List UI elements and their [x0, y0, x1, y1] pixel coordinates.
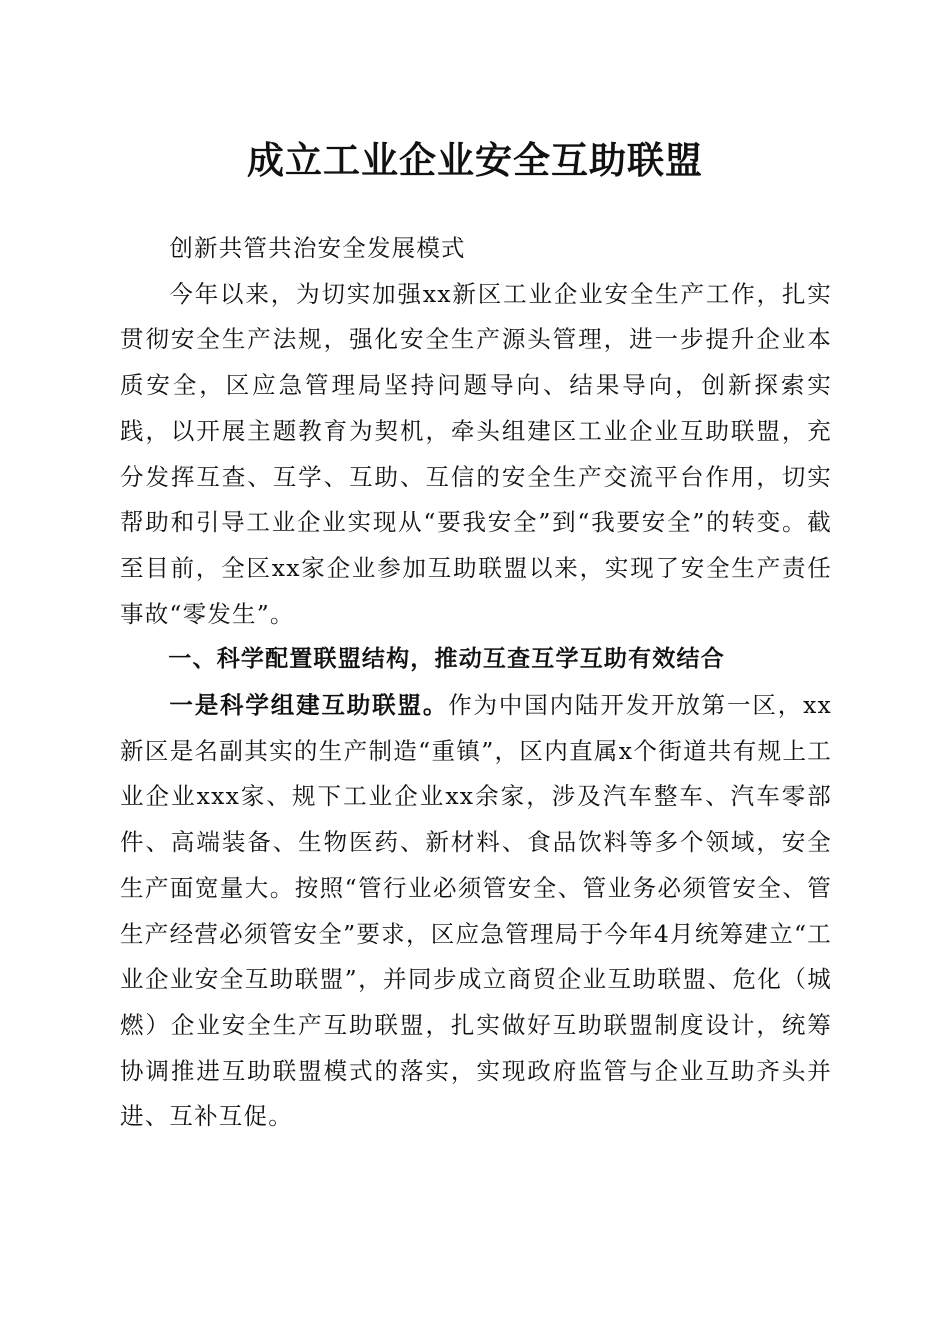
document-body	[120, 226, 832, 1140]
section1-paragraph-1	[120, 683, 832, 1140]
paragraph-lead: 一是科学组建互助联盟。	[169, 691, 449, 720]
document-title: 成立工业企业安全互助联盟	[247, 138, 703, 182]
section-heading-1: 一、科学配置联盟结构，推动互查互学互助有效结合	[168, 646, 725, 673]
paragraph-body: 作为中国内陆开发开放第一区，xx新区是名副其实的生产制造“重镇”，区内直属x个街道共有规上工业企业xxx家、规下工业企业xx余家，涉及汽车整车、汽车零部件、高端装备、生物医药、新材料、食品饮料等多个领域，安全生产面宽量大。按照“管行业必须管安全、管业务必须管安全、管生产经营必须管安全”要求，区应急管理局于今年4月统筹建立“工业企业安全互助联盟”，并同步成立商贸企业互助联盟、危化（城燃）企业安全生产互助联盟，扎实做好互助联盟制度设计，统筹协调推进互助联盟模式的落实，实现政府监管与企业互助齐头并进、互补互促。	[120, 691, 832, 1131]
intro-paragraph: 今年以来，为切实加强xx新区工业企业安全生产工作，扎实贯彻安全生产法规，强化安全生产源头管理，进一步提升企业本质安全，区应急管理局坚持问题导向、结果导向，创新探索实践，以开展主题教育为契机，牵头组建区工业企业互助联盟，充分发挥互查、互学、互助、互信的安全生产交流平台作用，切实帮助和引导工业企业实现从“要我安全”到“我要安全”的转变。截至目前，全区xx家企业参加互助联盟以来，实现了安全生产责任事故“零发生”。	[120, 279, 832, 628]
document-subtitle: 创新共管共治安全发展模式	[169, 234, 466, 262]
